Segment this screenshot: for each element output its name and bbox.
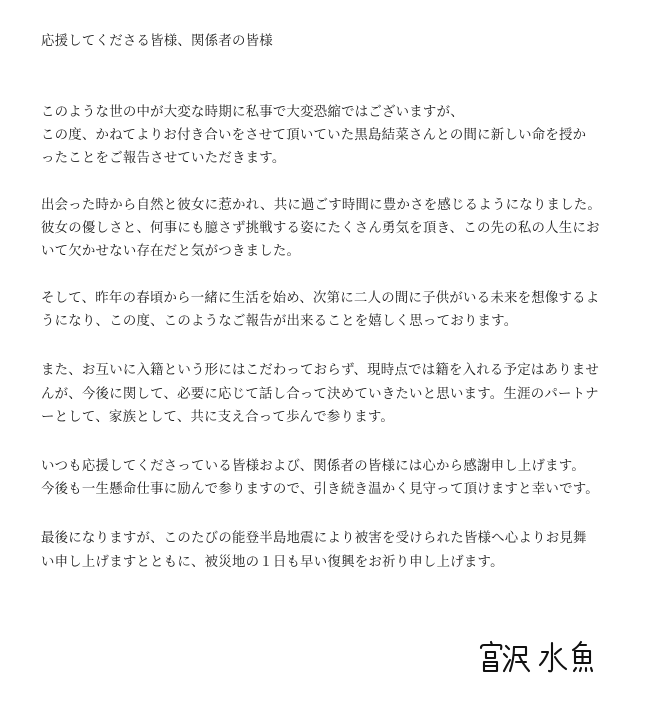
paragraph-5-line-2: 今後も一生懸命仕事に励んで参りますので、引き続き温かく見守って頂けますと幸いです。 bbox=[41, 482, 599, 497]
handwritten-signature bbox=[478, 640, 608, 676]
salutation: 応援してくださる皆様、関係者の皆様 bbox=[41, 34, 273, 49]
paragraph-4-line-2: んが、今後に関して、必要に応じて話し合って決めていきたいと思います。生涯のパートナ bbox=[41, 387, 599, 402]
paragraph-2-line-3: いて欠かせない存在だと気がつきました。 bbox=[41, 244, 301, 259]
paragraph-6-line-2: い申し上げますとともに、被災地の１日も早い復興をお祈り申し上げます。 bbox=[41, 555, 504, 570]
paragraph-1-line-3: ったことをご報告させていただきます。 bbox=[41, 151, 286, 166]
paragraph-4-line-1: また、お互いに入籍という形にはこだわっておらず、現時点では籍を入れる予定はありませ bbox=[41, 363, 600, 378]
paragraph-1-line-1: このような世の中が大変な時期に私事で大変恐縮ではございますが、 bbox=[41, 105, 464, 120]
paragraph-4-line-3: ーとして、家族として、共に支え合って歩んで参ります。 bbox=[41, 410, 395, 425]
paragraph-2-line-2: 彼女の優しさと、何事にも臆さず挑戦する姿にたくさん勇気を頂き、この先の私の人生にお bbox=[41, 221, 600, 236]
paragraph-1-line-2: この度、かねてよりお付き合いをさせて頂いていた黒島結菜さんとの間に新しい命を授か bbox=[41, 128, 587, 143]
paragraph-6-line-1: 最後になりますが、このたびの能登半島地震により被害を受けられた皆様へ心よりお見舞 bbox=[41, 531, 587, 546]
paragraph-2-line-1: 出会った時から自然と彼女に惹かれ、共に過ごす時間に豊かさを感じるようになりました。 bbox=[41, 198, 602, 213]
paragraph-3-line-1: そして、昨年の春頃から一緒に生活を始め、次第に二人の間に子供がいる未来を想像するよ bbox=[41, 291, 600, 306]
paragraph-3-line-2: うになり、この度、このようなご報告が出来ることを嬉しく思っております。 bbox=[41, 314, 518, 329]
paragraph-5-line-1: いつも応援してくださっている皆様および、関係者の皆様には心から感謝申し上げます。 bbox=[41, 459, 586, 474]
